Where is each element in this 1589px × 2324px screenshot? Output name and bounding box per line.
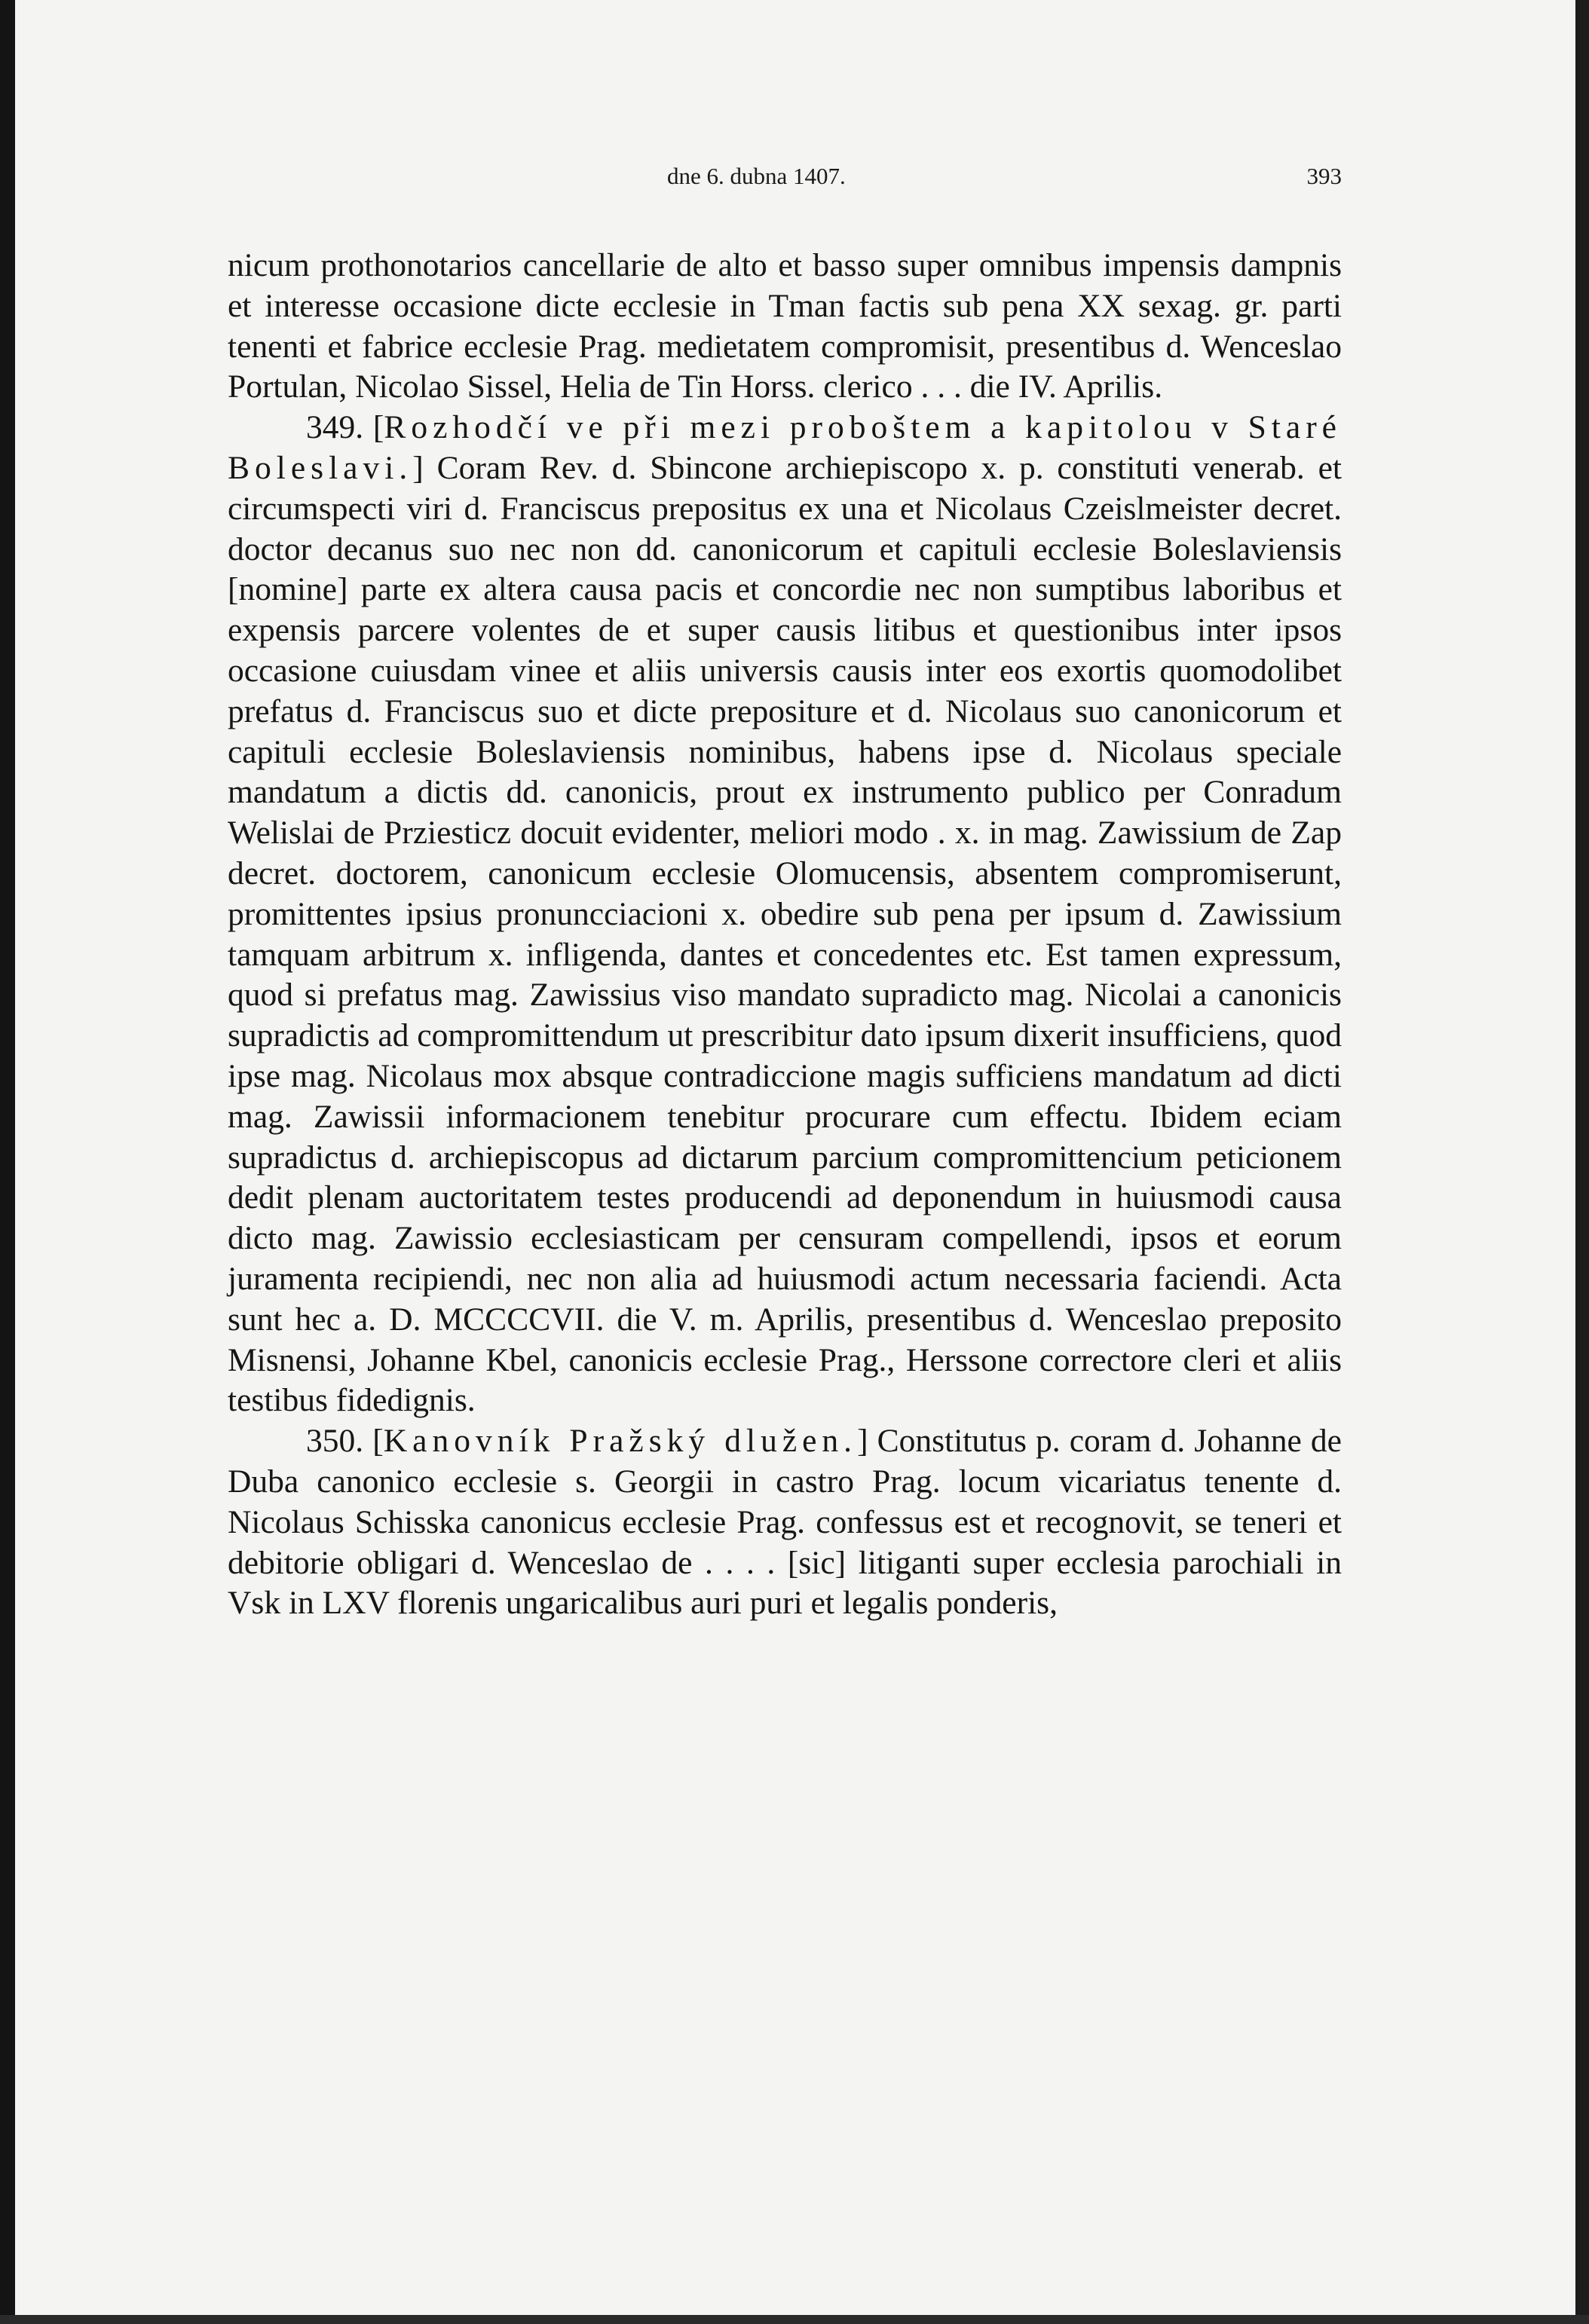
continuation-paragraph: nicum prothonotarios cancellarie de alto et basso super omnibus impensis dampnis et interesse occasione dicte ecclesie in Tman factis sub pena XX sexag. gr. parti tenenti et fabrice ecclesie Prag. medietatem compromisit, presentibus d. Wenceslao Portulan, Nicolao Sissel, Helia de Tin Horss. clerico . . . die IV. Aprilis.	[228, 247, 1342, 405]
entry-349-bracket-close: ]	[412, 449, 437, 486]
page-number: 393	[1306, 163, 1342, 189]
entry-349-text: Coram Rev. d. Sbincone archiepiscopo x. p. constituti venerab. et circumspecti viri d. Franciscus prepositus ex una et Nicolaus Czeislmeister decret. doctor decanus suo nec non dd. canonicorum et capituli ecclesie Boleslaviensis [nomine] parte ex altera causa pacis et concordie nec non sumptibus laboribus et expensis parcere volentes de et super causis litibus et questionibus inter ipsos occasione cuiusdam vinee et aliis universis causis inter eos exortis quomodolibet prefatus d. Franciscus suo et dicte prepositure et d. Nicolaus suo canonicorum et capituli ecclesie Boleslaviensis nominibus, habens ipse d. Nicolaus speciale mandatum a dictis dd. canonicis, prout ex instrumento publico per Conradum Welislai de Prziesticz docuit evidenter, meliori modo . x. in mag. Zawissium de Zap decret. doctorem, canonicum ecclesie Olomucensis, absentem compromiserunt, promittentes ipsius pronuncciacioni x. obedire sub pena per ipsum d. Zawissium tamquam arbitrum x. infligenda, dantes et concedentes etc. Est tamen expressum, quod si prefatus mag. Zawissius viso mandato supradicto mag. Nicolai a canonicis supradictis ad compromittendum ut prescribitur dato ipsum dixerit insufficiens, quod ipse mag. Nicolaus mox absque contradiccione magis sufficiens mandatum ad dicti mag. Zawissii informacionem tenebitur procurare cum effectu. Ibidem eciam supradictus d. archiepiscopus ad dictarum parcium compromittencium peticionem dedit plenam auctoritatem testes producendi ad deponendum in huiusmodi causa dicto mag. Zawissio ecclesiasticam per censuram compellendi, ipsos et eorum juramenta recipiendi, nec non alia ad huiusmodi actum necessaria faciendi. Acta sunt hec a. D. MCCCCVII. die V. m. Aprilis, presentibus d. Wenceslao preposito Misnensi, Johanne Kbel, canonicis ecclesie Prag., Herssone correctore cleri et aliis testibus fidedignis.	[228, 449, 1342, 1419]
entry-350-bracket-close: ]	[857, 1423, 877, 1460]
scan-border-bottom	[0, 2315, 1589, 2324]
entry-349-number: 349. [	[306, 409, 384, 446]
entry-350-number: 350. [	[306, 1423, 384, 1460]
entry-350-text: Constitutus p. coram d. Johanne de Duba canonico ecclesie s. Georgii in castro Prag. locum vicariatus tenente d. Nicolaus Schisska canonicus ecclesie Prag. confessus est et recognovit, se teneri et debitorie obligari d. Wenceslao de . . . . [sic] litiganti super ecclesia parochiali in Vsk in LXV florenis ungaricalibus auri puri et legalis ponderis,	[228, 1423, 1342, 1622]
scan-border-left	[0, 0, 15, 2324]
running-head	[226, 163, 1342, 196]
body-text	[228, 246, 1342, 1624]
entry-349-heading: Rozhodčí ve při mezi proboštem a kapitolou v Staré Boleslavi.	[228, 409, 1342, 486]
entry-350	[228, 1421, 1342, 1624]
entry-349	[228, 408, 1342, 1421]
entry-350-heading: Kanovník Pražský dlužen.	[383, 1423, 858, 1460]
scan-border-right	[1575, 0, 1589, 2324]
running-title: dne 6. dubna 1407.	[667, 163, 846, 189]
